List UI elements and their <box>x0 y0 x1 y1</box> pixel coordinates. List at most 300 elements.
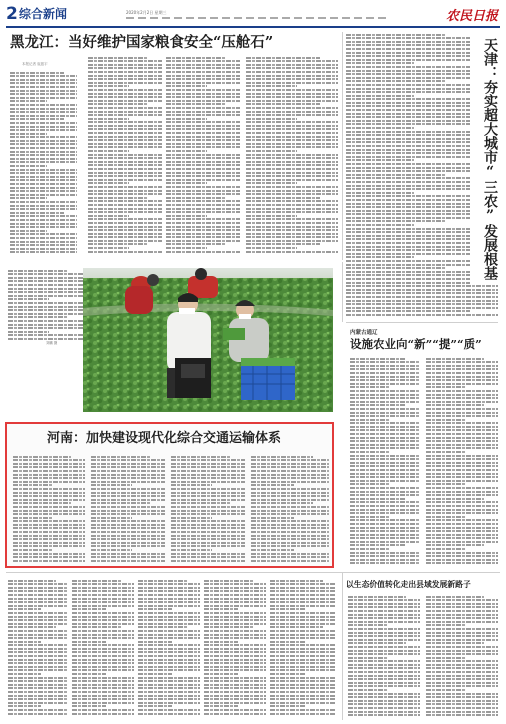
text-line <box>8 601 68 603</box>
text-line <box>10 205 77 207</box>
text-line <box>246 154 338 156</box>
text-line <box>166 67 240 69</box>
text-line <box>13 459 85 461</box>
text-line <box>251 459 329 461</box>
text-line <box>348 603 420 605</box>
text-line <box>166 146 240 148</box>
text-line <box>171 488 245 490</box>
text-line <box>8 270 68 272</box>
text-line <box>8 677 68 679</box>
text-line <box>13 545 85 547</box>
text-line <box>350 397 420 399</box>
text-line <box>166 71 240 73</box>
text-line <box>346 116 470 118</box>
text-line <box>346 199 470 201</box>
text-line <box>8 709 68 711</box>
text-line <box>72 619 134 621</box>
text-line <box>91 517 132 519</box>
text-line <box>270 637 336 639</box>
page-header <box>6 4 500 28</box>
text-line <box>8 327 83 329</box>
text-line <box>166 125 240 127</box>
text-line <box>346 102 470 104</box>
text-line <box>13 456 71 458</box>
text-line <box>166 240 240 242</box>
text-line <box>426 501 498 503</box>
text-line <box>13 520 85 522</box>
text-line <box>138 655 200 657</box>
text-line <box>166 208 240 210</box>
text-line <box>346 152 470 154</box>
text-line <box>72 590 134 592</box>
text-line <box>10 82 77 84</box>
text-line <box>88 215 129 217</box>
bottom-col-5 <box>270 578 336 718</box>
text-line <box>246 118 297 120</box>
text-line <box>166 182 207 184</box>
text-line <box>10 251 77 253</box>
text-line <box>204 698 266 700</box>
text-line <box>350 512 420 514</box>
text-line <box>204 673 238 675</box>
text-line <box>346 167 470 169</box>
text-line <box>138 598 200 600</box>
text-line <box>204 644 266 646</box>
text-line <box>88 161 162 163</box>
text-line <box>13 513 85 515</box>
henan-col-1 <box>13 454 85 564</box>
text-line <box>8 280 83 282</box>
text-line <box>346 123 470 125</box>
text-line <box>8 673 41 675</box>
text-line <box>350 541 420 543</box>
text-line <box>204 655 266 657</box>
text-line <box>426 386 466 388</box>
text-line <box>350 440 420 442</box>
text-line <box>204 666 266 668</box>
text-line <box>346 91 470 93</box>
text-line <box>346 62 414 64</box>
text-line <box>346 224 414 226</box>
text-line <box>251 549 294 551</box>
text-line <box>88 157 162 159</box>
news-photo <box>83 268 333 412</box>
text-line <box>246 111 338 113</box>
text-line <box>10 223 77 225</box>
text-line <box>88 226 162 228</box>
text-line <box>91 538 165 540</box>
text-line <box>346 156 470 158</box>
text-line <box>350 379 420 381</box>
text-line <box>10 219 77 221</box>
text-line <box>270 687 336 689</box>
text-line <box>246 57 320 59</box>
text-line <box>350 555 420 557</box>
text-line <box>348 639 420 641</box>
text-line <box>350 498 406 500</box>
text-line <box>346 274 470 276</box>
text-line <box>350 365 420 367</box>
text-line <box>10 122 77 124</box>
text-line <box>270 669 336 671</box>
text-line <box>166 75 240 77</box>
text-line <box>426 610 498 612</box>
text-line <box>251 477 329 479</box>
text-line <box>13 524 85 526</box>
text-line <box>72 644 134 646</box>
text-line <box>166 118 207 120</box>
text-line <box>171 527 245 529</box>
text-line <box>204 619 266 621</box>
text-line <box>346 55 470 57</box>
text-line <box>138 662 200 664</box>
text-line <box>426 646 498 648</box>
text-line <box>138 637 200 639</box>
text-line <box>346 303 498 305</box>
text-line <box>91 488 165 490</box>
text-line <box>246 204 338 206</box>
text-line <box>350 401 420 403</box>
text-line <box>88 114 162 116</box>
text-line <box>91 510 165 512</box>
page-number: 2 <box>6 4 18 24</box>
text-line <box>166 172 240 174</box>
text-line <box>350 458 420 460</box>
text-line <box>8 298 49 300</box>
text-line <box>246 161 338 163</box>
text-line <box>8 680 68 682</box>
text-line <box>251 560 329 562</box>
text-line <box>88 143 162 145</box>
text-line <box>8 273 83 275</box>
text-line <box>13 560 85 562</box>
text-line <box>91 531 165 533</box>
text-line <box>10 136 77 138</box>
text-line <box>204 662 266 664</box>
text-line <box>426 415 498 417</box>
text-line <box>10 79 77 81</box>
text-line <box>350 480 420 482</box>
text-line <box>10 212 64 214</box>
text-line <box>426 483 466 485</box>
text-line <box>10 194 77 196</box>
text-line <box>426 365 498 367</box>
text-line <box>10 161 77 163</box>
text-line <box>426 606 498 608</box>
text-line <box>251 492 329 494</box>
text-line <box>426 675 498 677</box>
text-line <box>346 98 470 100</box>
text-line <box>346 296 498 298</box>
text-line <box>138 713 200 715</box>
text-line <box>10 226 77 228</box>
text-line <box>350 559 420 561</box>
text-line <box>8 284 83 286</box>
text-line <box>426 437 498 439</box>
text-line <box>270 580 323 582</box>
neimenggu-col-2 <box>426 356 498 568</box>
text-line <box>346 195 470 197</box>
text-line <box>10 233 77 235</box>
heilongjiang-col-4 <box>246 55 338 256</box>
text-line <box>91 477 165 479</box>
text-line <box>251 556 329 558</box>
text-line <box>166 143 240 145</box>
text-line <box>348 693 420 695</box>
heilongjiang-title: 黑龙江：当好维护国家粮食安全“压舱石” <box>10 34 274 51</box>
text-line <box>138 580 188 582</box>
text-line <box>171 535 245 537</box>
text-line <box>8 687 68 689</box>
text-line <box>171 506 245 508</box>
text-line <box>13 553 85 555</box>
text-line <box>204 687 266 689</box>
text-line <box>251 538 329 540</box>
text-line <box>270 608 306 610</box>
text-line <box>166 136 240 138</box>
text-line <box>166 114 240 116</box>
text-line <box>346 264 470 266</box>
text-line <box>138 630 200 632</box>
text-line <box>10 97 77 99</box>
text-line <box>138 705 172 707</box>
text-line <box>91 502 150 504</box>
text-line <box>138 702 200 704</box>
text-line <box>346 228 470 230</box>
text-line <box>91 484 132 486</box>
text-line <box>91 492 165 494</box>
text-line <box>8 612 68 614</box>
text-line <box>348 614 420 616</box>
text-line <box>348 650 420 652</box>
text-line <box>138 698 200 700</box>
text-line <box>72 680 134 682</box>
text-line <box>346 217 470 219</box>
text-line <box>10 100 47 102</box>
text-line <box>270 698 336 700</box>
text-line <box>88 93 162 95</box>
text-line <box>10 179 77 181</box>
text-line <box>13 538 85 540</box>
text-line <box>8 291 83 293</box>
text-line <box>72 587 134 589</box>
text-line <box>426 664 498 666</box>
county-road-col-2 <box>426 594 498 718</box>
text-line <box>348 628 420 630</box>
text-line <box>166 89 240 91</box>
text-line <box>270 691 336 693</box>
text-line <box>171 477 245 479</box>
text-line <box>8 644 68 646</box>
text-line <box>171 456 230 458</box>
text-line <box>72 655 134 657</box>
text-line <box>72 651 134 653</box>
text-line <box>426 465 498 467</box>
text-line <box>171 531 245 533</box>
text-line <box>204 608 238 610</box>
text-line <box>91 549 132 551</box>
text-line <box>88 236 162 238</box>
text-line <box>166 128 240 130</box>
text-line <box>350 386 389 388</box>
text-line <box>204 702 266 704</box>
text-line <box>426 621 498 623</box>
text-line <box>8 608 41 610</box>
text-line <box>88 150 129 152</box>
text-line <box>88 182 129 184</box>
text-line <box>246 222 338 224</box>
text-line <box>270 680 336 682</box>
text-line <box>204 594 266 596</box>
text-line <box>350 562 420 564</box>
text-line <box>348 700 420 702</box>
text-line <box>346 249 470 251</box>
text-line <box>8 616 68 618</box>
text-line <box>246 226 338 228</box>
text-line <box>346 88 470 90</box>
meta-line: 2020年2月2日 星期三 <box>126 10 167 15</box>
text-line <box>246 168 338 170</box>
text-line <box>426 429 498 431</box>
text-line <box>171 549 212 551</box>
text-line <box>88 118 129 120</box>
text-line <box>88 233 162 235</box>
text-line <box>166 85 207 87</box>
text-line <box>138 641 172 643</box>
text-line <box>91 542 165 544</box>
text-line <box>350 523 420 525</box>
text-line <box>350 473 420 475</box>
text-line <box>166 132 240 134</box>
henan-col-3 <box>171 454 245 564</box>
text-line <box>346 84 470 86</box>
text-line <box>138 594 200 596</box>
text-line <box>171 481 245 483</box>
text-line <box>204 705 238 707</box>
text-line <box>348 711 420 713</box>
text-line <box>88 146 162 148</box>
text-line <box>346 185 470 187</box>
text-line <box>8 630 68 632</box>
text-line <box>204 641 238 643</box>
text-line <box>10 72 64 74</box>
text-line <box>350 483 389 485</box>
text-line <box>426 426 498 428</box>
text-line <box>171 484 212 486</box>
text-line <box>166 236 240 238</box>
text-line <box>8 648 68 650</box>
text-line <box>426 516 466 518</box>
text-line <box>138 673 172 675</box>
text-line <box>72 616 134 618</box>
text-line <box>91 459 165 461</box>
text-line <box>13 474 85 476</box>
text-line <box>246 136 338 138</box>
text-line <box>251 481 329 483</box>
text-line <box>72 608 106 610</box>
text-line <box>350 408 420 410</box>
text-line <box>204 634 266 636</box>
text-line <box>246 247 297 249</box>
text-line <box>91 560 165 562</box>
text-line <box>350 412 420 414</box>
text-line <box>88 82 162 84</box>
text-line <box>270 648 336 650</box>
text-line <box>348 632 420 634</box>
text-line <box>426 711 498 713</box>
text-line <box>88 71 162 73</box>
text-line <box>426 682 498 684</box>
text-line <box>348 660 420 662</box>
text-line <box>171 466 245 468</box>
text-line <box>426 544 484 546</box>
text-line <box>10 230 47 232</box>
text-line <box>246 193 338 195</box>
text-line <box>346 170 470 172</box>
text-line <box>88 164 162 166</box>
text-line <box>171 560 245 562</box>
text-line <box>88 128 162 130</box>
text-line <box>346 109 470 111</box>
text-line <box>138 634 200 636</box>
text-line <box>91 556 165 558</box>
text-line <box>246 218 338 220</box>
text-line <box>13 488 85 490</box>
text-line <box>246 96 338 98</box>
text-line <box>350 544 406 546</box>
text-line <box>350 519 420 521</box>
text-line <box>13 549 53 551</box>
text-line <box>346 131 470 133</box>
text-line <box>246 128 338 130</box>
text-line <box>91 520 165 522</box>
text-line <box>10 143 77 145</box>
text-line <box>72 662 134 664</box>
text-line <box>346 138 470 140</box>
text-line <box>166 190 240 192</box>
text-line <box>204 590 266 592</box>
text-line <box>171 556 245 558</box>
text-line <box>346 220 445 222</box>
text-line <box>72 612 134 614</box>
text-line <box>10 115 77 117</box>
text-line <box>346 231 470 233</box>
text-line <box>426 358 484 360</box>
text-line <box>346 282 468 284</box>
text-line <box>8 331 49 333</box>
text-line <box>10 111 77 113</box>
text-line <box>346 285 498 287</box>
text-line <box>270 705 306 707</box>
text-line <box>348 707 420 709</box>
text-line <box>88 247 129 249</box>
text-line <box>166 197 225 199</box>
text-line <box>88 111 162 113</box>
text-line <box>138 691 200 693</box>
heilongjiang-byline: 本报记者 崔振宇 <box>22 62 48 66</box>
text-line <box>10 147 77 149</box>
text-line <box>88 222 162 224</box>
text-line <box>204 583 266 585</box>
text-line <box>204 651 266 653</box>
text-line <box>350 487 420 489</box>
text-line <box>346 149 470 151</box>
text-line <box>204 612 266 614</box>
text-line <box>88 211 162 213</box>
text-line <box>346 141 470 143</box>
text-line <box>88 229 162 231</box>
text-line <box>91 470 165 472</box>
